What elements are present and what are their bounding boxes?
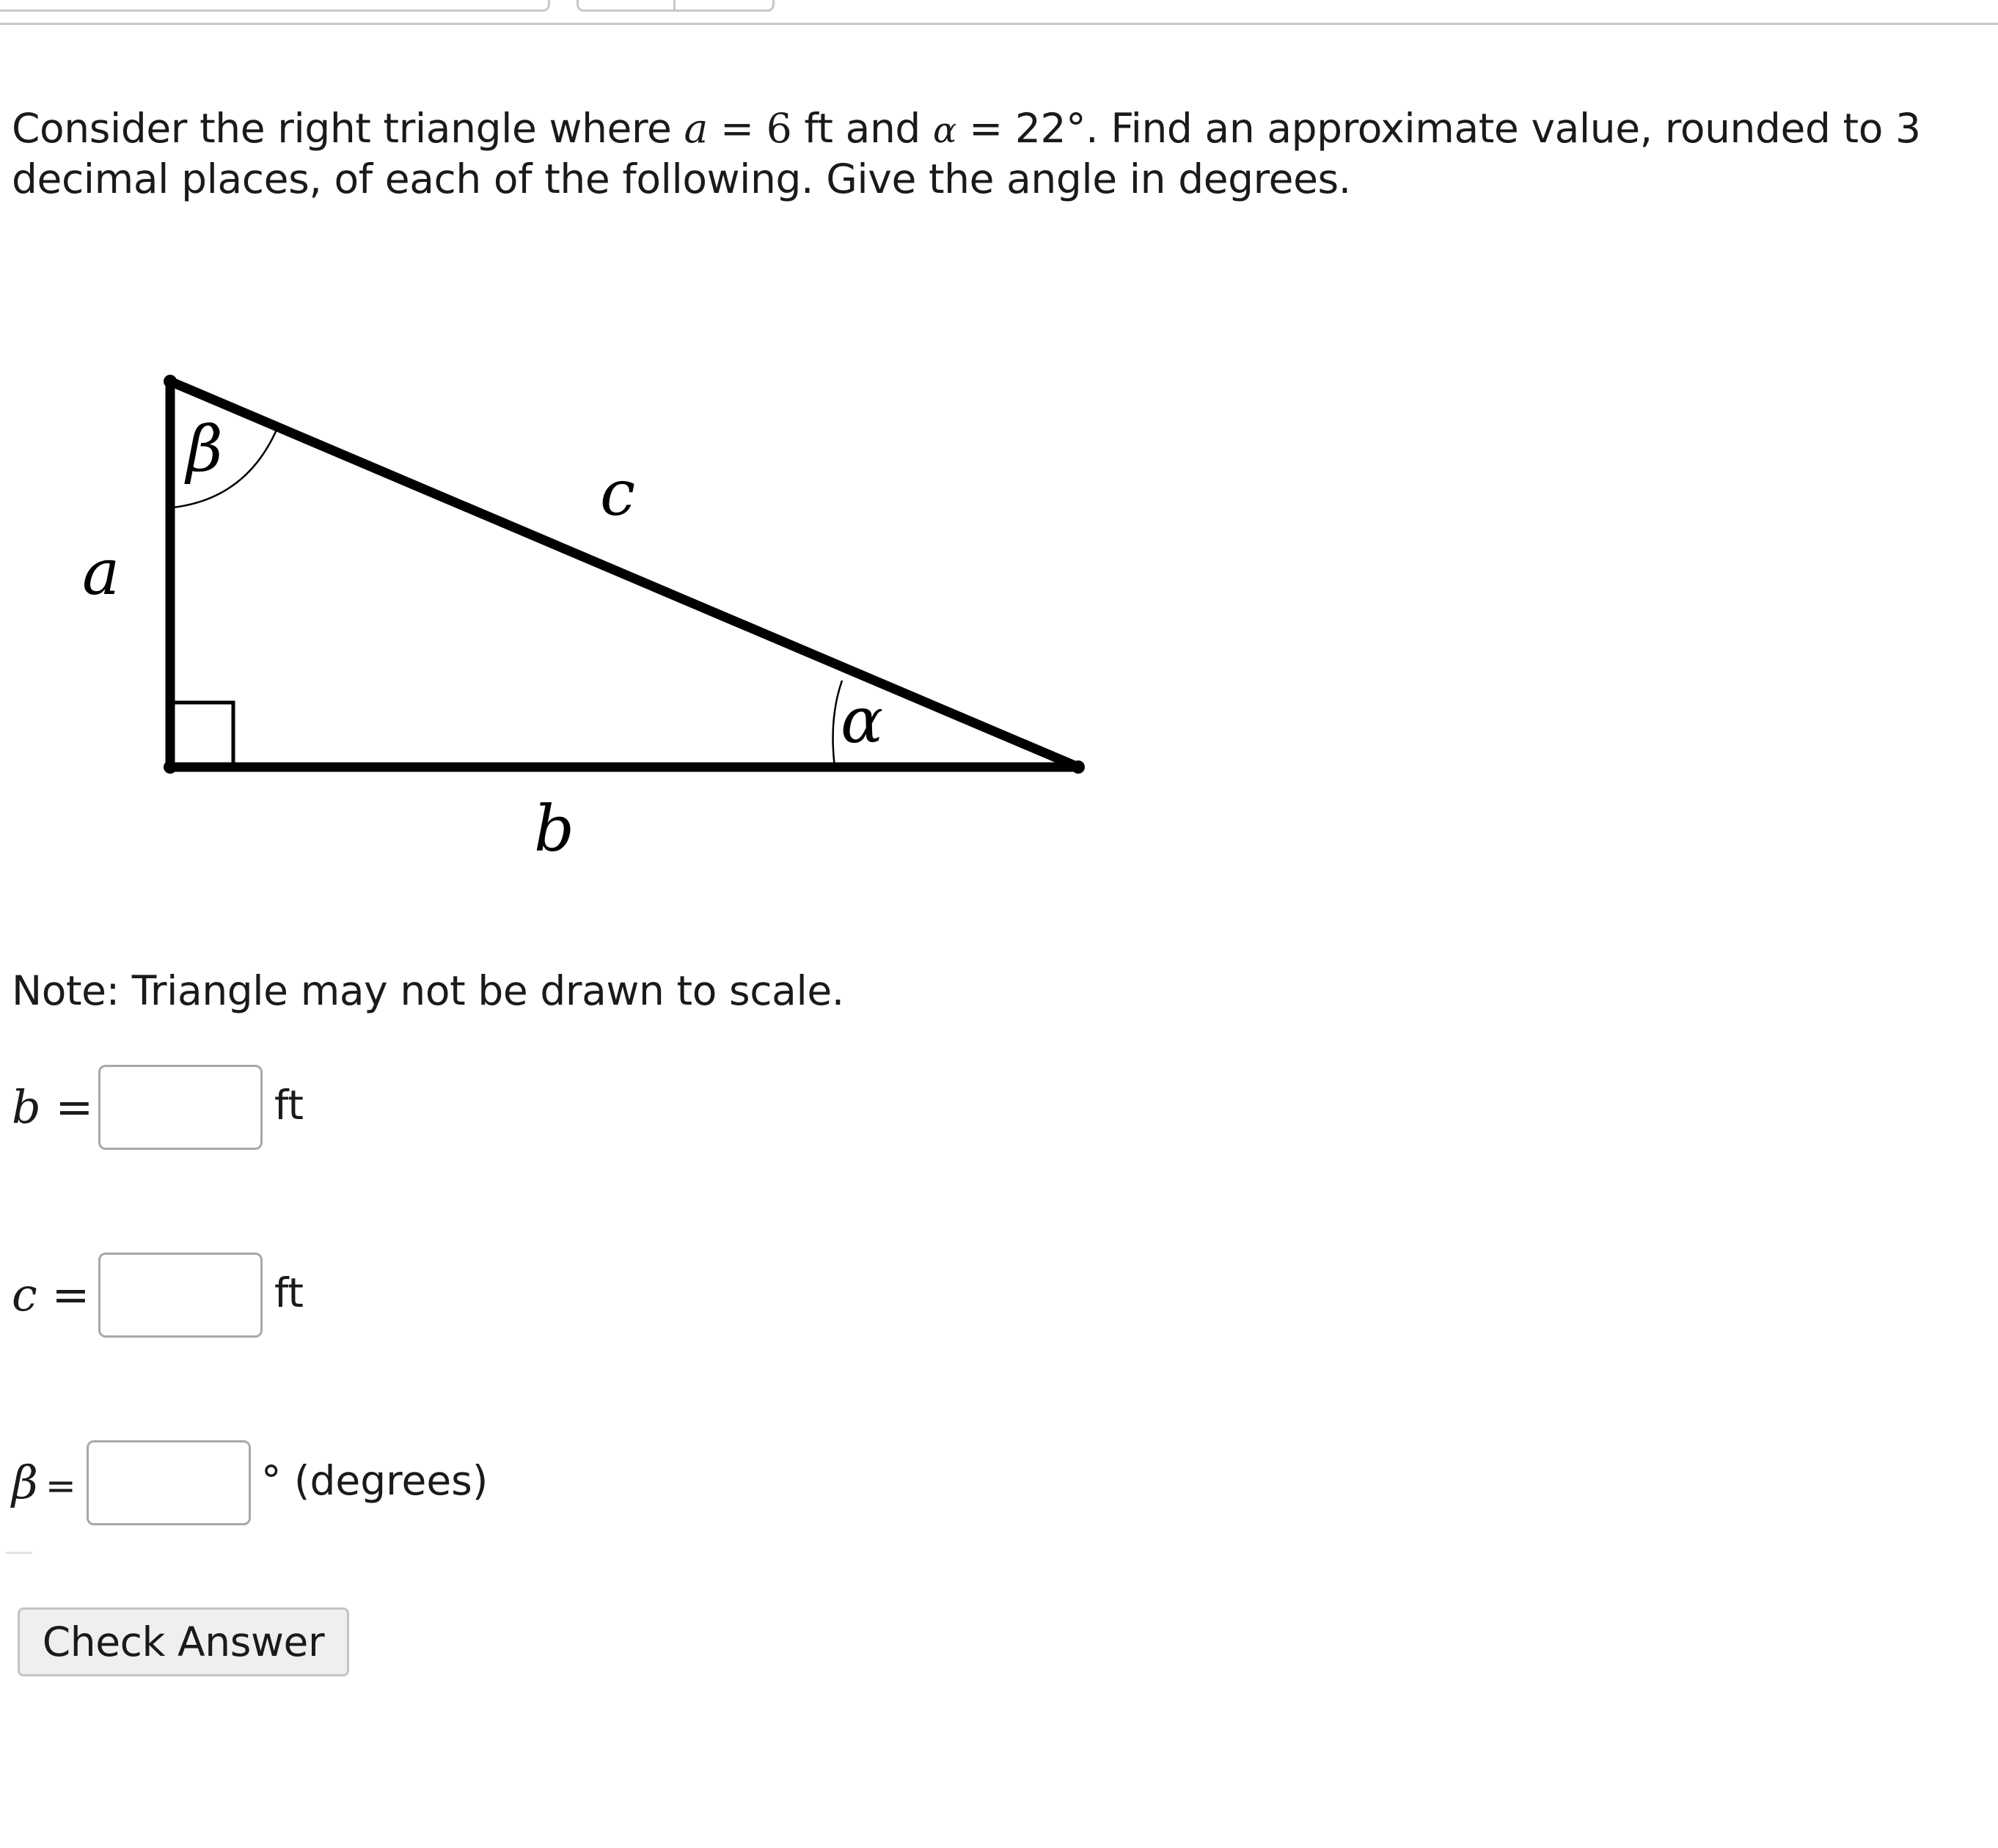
toolbar-button-group[interactable] (577, 0, 775, 12)
label-c: c (600, 457, 636, 530)
answer-eq-c: = (37, 1268, 90, 1321)
problem-text-1: Consider the right triangle where (12, 105, 684, 152)
answer-var-c: c (12, 1268, 37, 1321)
c-input[interactable] (98, 1253, 263, 1338)
label-alpha: α (841, 684, 884, 758)
top-toolbar (0, 0, 1998, 25)
answer-eq-beta: = (45, 1464, 76, 1507)
answer-label-beta (12, 1453, 76, 1515)
answer-eq-b: = (40, 1080, 94, 1134)
problem-text-2: ft and (791, 105, 934, 152)
label-a: a (82, 536, 120, 609)
right-angle-marker (170, 703, 233, 767)
b-unit: ft (274, 1082, 304, 1129)
equals-sign: = (707, 105, 766, 152)
answer-label-b (12, 1078, 93, 1137)
vertex-alpha (1072, 760, 1085, 774)
divider-mark (6, 1552, 32, 1554)
vertex-right-angle (164, 760, 177, 774)
beta-input[interactable] (87, 1440, 251, 1525)
toolbar-divider (673, 0, 676, 12)
side-c (170, 381, 1078, 767)
problem-text-3: = 22°. Find an approximate value, rounded to 3 decimal places, of each of the following. Give the angle in degrees. (12, 105, 1921, 202)
a-value: 6 (766, 105, 792, 152)
answer-var-beta: β (12, 1456, 38, 1509)
label-beta: β (186, 413, 223, 486)
answer-label-c (12, 1266, 89, 1324)
answer-var-b: b (12, 1080, 41, 1134)
var-alpha: α (933, 110, 957, 151)
vertex-top (164, 375, 177, 388)
c-unit: ft (274, 1269, 304, 1316)
label-b: b (534, 793, 575, 866)
triangle-figure (0, 352, 1144, 909)
b-input[interactable] (98, 1065, 263, 1150)
problem-statement (12, 104, 1992, 203)
beta-unit: ° (degrees) (261, 1457, 488, 1504)
check-answer-button[interactable]: Check Answer (18, 1607, 349, 1676)
scale-note: Note: Triangle may not be drawn to scale. (12, 967, 844, 1014)
toolbar-field[interactable] (0, 0, 550, 12)
var-a: a (684, 105, 708, 152)
